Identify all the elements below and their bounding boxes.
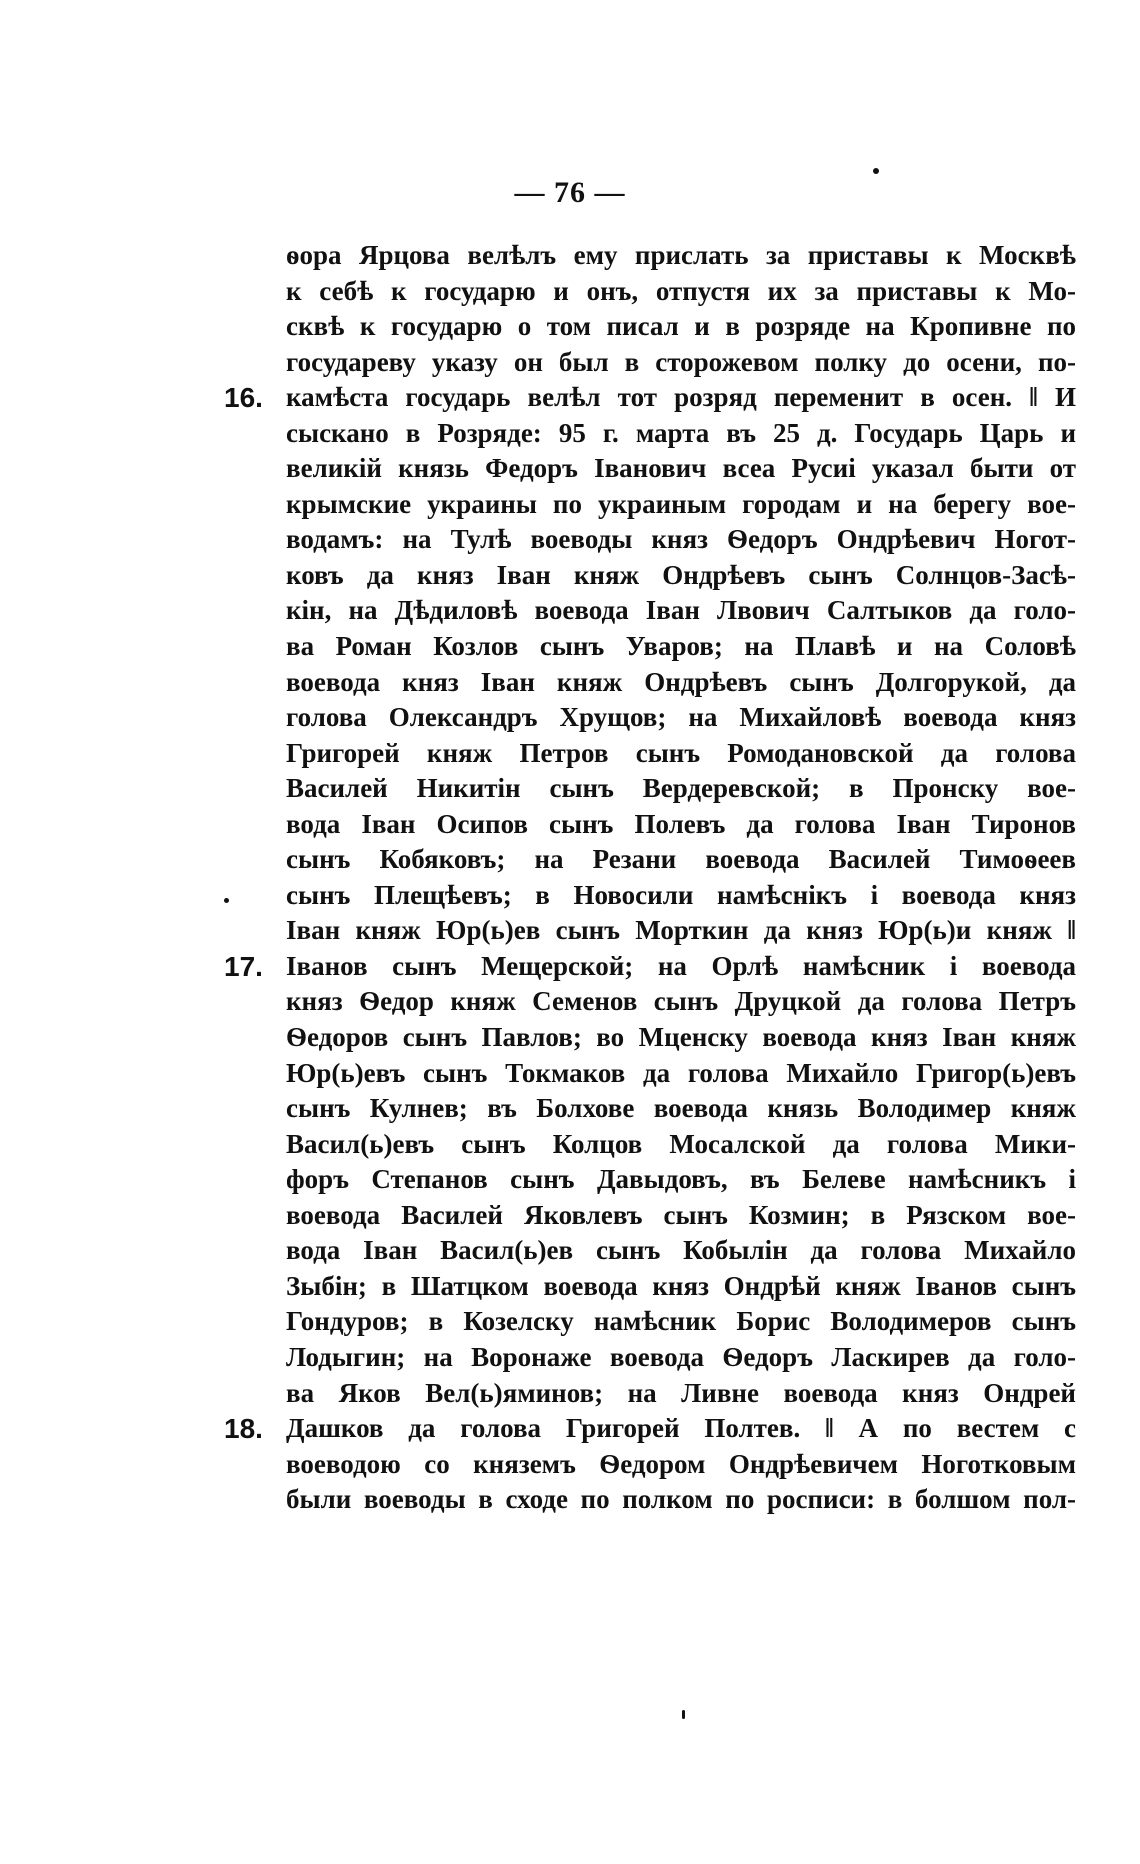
line-text: кін, на Дѣдиловѣ воевода Іван Лвович Салтыков да голо- bbox=[286, 595, 1076, 626]
line-text: воевода Василей Яковлевъ сынъ Козмин; в Рязском вое- bbox=[286, 1199, 1076, 1230]
text-line bbox=[286, 700, 1076, 736]
text-line bbox=[286, 1233, 1076, 1269]
line-text: сынъ Кобяковъ; на Резани воевода Василей Тимоѳеев bbox=[286, 844, 1076, 875]
text-line bbox=[286, 1020, 1076, 1056]
text-line bbox=[286, 238, 1076, 274]
line-text: ѳора Ярцова велѣлъ ему прислать за приставы к Москвѣ bbox=[286, 240, 1076, 270]
text-line bbox=[286, 1056, 1076, 1092]
text-line bbox=[224, 949, 1076, 985]
line-text: княз Ѳедор княж Семенов сынъ Друцкой да голова Петръ bbox=[286, 986, 1076, 1017]
text-line bbox=[286, 1376, 1076, 1412]
margin-line-number: 17. bbox=[224, 950, 263, 982]
text-line bbox=[286, 593, 1076, 629]
text-line bbox=[286, 451, 1076, 487]
line-text: Григорей княж Петров сынъ Ромодановской да голова bbox=[286, 737, 1076, 768]
line-text: сынъ Кулнев; въ Болхове воевода князь Володимер княж bbox=[286, 1093, 1076, 1124]
text-line bbox=[286, 1269, 1076, 1305]
margin-line-number: 16. bbox=[224, 382, 263, 414]
text-line bbox=[286, 771, 1076, 807]
page-number: — 76 — bbox=[514, 176, 626, 209]
line-text: Гондуров; в Козелску намѣсник Борис Володимеров сынъ bbox=[286, 1306, 1076, 1337]
text-line bbox=[286, 807, 1076, 843]
line-text: форъ Степанов сынъ Давыдовъ, въ Белеве намѣсникъ і bbox=[286, 1164, 1076, 1195]
text-line bbox=[286, 984, 1076, 1020]
line-text: Іван княж Юр(ь)ев сынъ Морткин да княз Юр(ь)и княж ‖ bbox=[286, 915, 1076, 946]
text-line bbox=[286, 558, 1076, 594]
text-line bbox=[286, 416, 1076, 452]
text-line bbox=[286, 309, 1076, 345]
line-text: Дашков да голова Григорей Полтев. ‖ А по вестем с bbox=[286, 1413, 1076, 1444]
line-text: Іванов сынъ Мещерской; на Орлѣ намѣсник і воевода bbox=[286, 950, 1076, 981]
body-text bbox=[224, 238, 1076, 1518]
text-line bbox=[224, 1411, 1076, 1447]
text-line bbox=[286, 878, 1076, 914]
line-text: голова Олександръ Хрущов; на Михайловѣ воевода княз bbox=[286, 702, 1076, 733]
text-line bbox=[286, 842, 1076, 878]
text-line bbox=[286, 1162, 1076, 1198]
line-text: воевода княз Іван княж Ондрѣевъ сынъ Долгорукой, да bbox=[286, 666, 1076, 697]
text-line bbox=[286, 1091, 1076, 1127]
print-speck bbox=[224, 898, 229, 903]
text-line bbox=[286, 1198, 1076, 1234]
line-text: государеву указу он был в сторожевом полку до осени, по- bbox=[286, 346, 1076, 377]
text-line bbox=[224, 380, 1076, 416]
text-line bbox=[286, 345, 1076, 381]
text-line bbox=[286, 913, 1076, 949]
line-text: Ѳедоров сынъ Павлов; во Мценску воевода княз Іван княж bbox=[286, 1022, 1076, 1053]
line-text: Юр(ь)евъ сынъ Токмаков да голова Михайло Григор(ь)евъ bbox=[286, 1057, 1076, 1088]
text-line bbox=[286, 1447, 1076, 1483]
line-text: Зыбін; в Шатцком воевода княз Ондрѣй княж Іванов сынъ bbox=[286, 1270, 1076, 1301]
line-text: водамъ: на Тулѣ воеводы княз Ѳедоръ Ондрѣевич Ногот- bbox=[286, 524, 1076, 555]
text-line bbox=[286, 1304, 1076, 1340]
margin-line-number: 18. bbox=[224, 1413, 263, 1445]
line-text: ва Яков Вел(ь)яминов; на Ливне воевода княз Ондрей bbox=[286, 1377, 1076, 1408]
text-line bbox=[286, 736, 1076, 772]
text-line bbox=[286, 1127, 1076, 1163]
text-line bbox=[286, 487, 1076, 523]
line-text: вода Іван Васил(ь)ев сынъ Кобылін да голова Михайло bbox=[286, 1235, 1076, 1266]
line-text: камѣста государь велѣл тот розряд переменит в осен. ‖ И bbox=[286, 382, 1076, 413]
line-text: сынъ Плещѣевъ; в Новосили намѣснікъ і воевода княз bbox=[286, 879, 1076, 910]
line-text: крымские украины по украиным городам и на берегу вое- bbox=[286, 488, 1076, 519]
line-text: Лодыгин; на Воронаже воевода Ѳедоръ Ласкирев да голо- bbox=[286, 1341, 1076, 1372]
line-text: воеводою со княземъ Ѳедором Ондрѣевичем Ноготковым bbox=[286, 1448, 1076, 1479]
print-speck bbox=[873, 168, 879, 174]
text-line bbox=[286, 1340, 1076, 1376]
line-text: Василей Никитін сынъ Вердеревской; в Пронску вое- bbox=[286, 773, 1076, 804]
text-line bbox=[286, 665, 1076, 701]
line-text: вода Іван Осипов сынъ Полевъ да голова Іван Тиронов bbox=[286, 808, 1076, 839]
line-text: сквѣ к государю о том писал и в розряде на Кропивне по bbox=[286, 311, 1076, 342]
line-text: ковъ да княз Іван княж Ондрѣевъ сынъ Солнцов-Засѣ- bbox=[286, 559, 1076, 590]
line-text: сыскано в Розряде: 95 г. марта въ 25 д. Государь Царь и bbox=[286, 417, 1076, 448]
line-text: Васил(ь)евъ сынъ Колцов Мосалской да голова Мики- bbox=[286, 1128, 1076, 1159]
text-line bbox=[286, 522, 1076, 558]
text-line bbox=[286, 274, 1076, 310]
line-text: были воеводы в сходе по полком по росписи: в болшом пол- bbox=[286, 1484, 1076, 1515]
text-line bbox=[286, 629, 1076, 665]
line-text: к себѣ к государю и онъ, отпустя их за приставы к Мо- bbox=[286, 275, 1076, 306]
print-speck bbox=[682, 1710, 685, 1719]
line-text: великій князь Федоръ Іванович всеа Русиі указал быти от bbox=[286, 453, 1076, 484]
text-line bbox=[286, 1482, 1076, 1518]
line-text: ва Роман Козлов сынъ Уваров; на Плавѣ и на Соловѣ bbox=[286, 631, 1076, 662]
